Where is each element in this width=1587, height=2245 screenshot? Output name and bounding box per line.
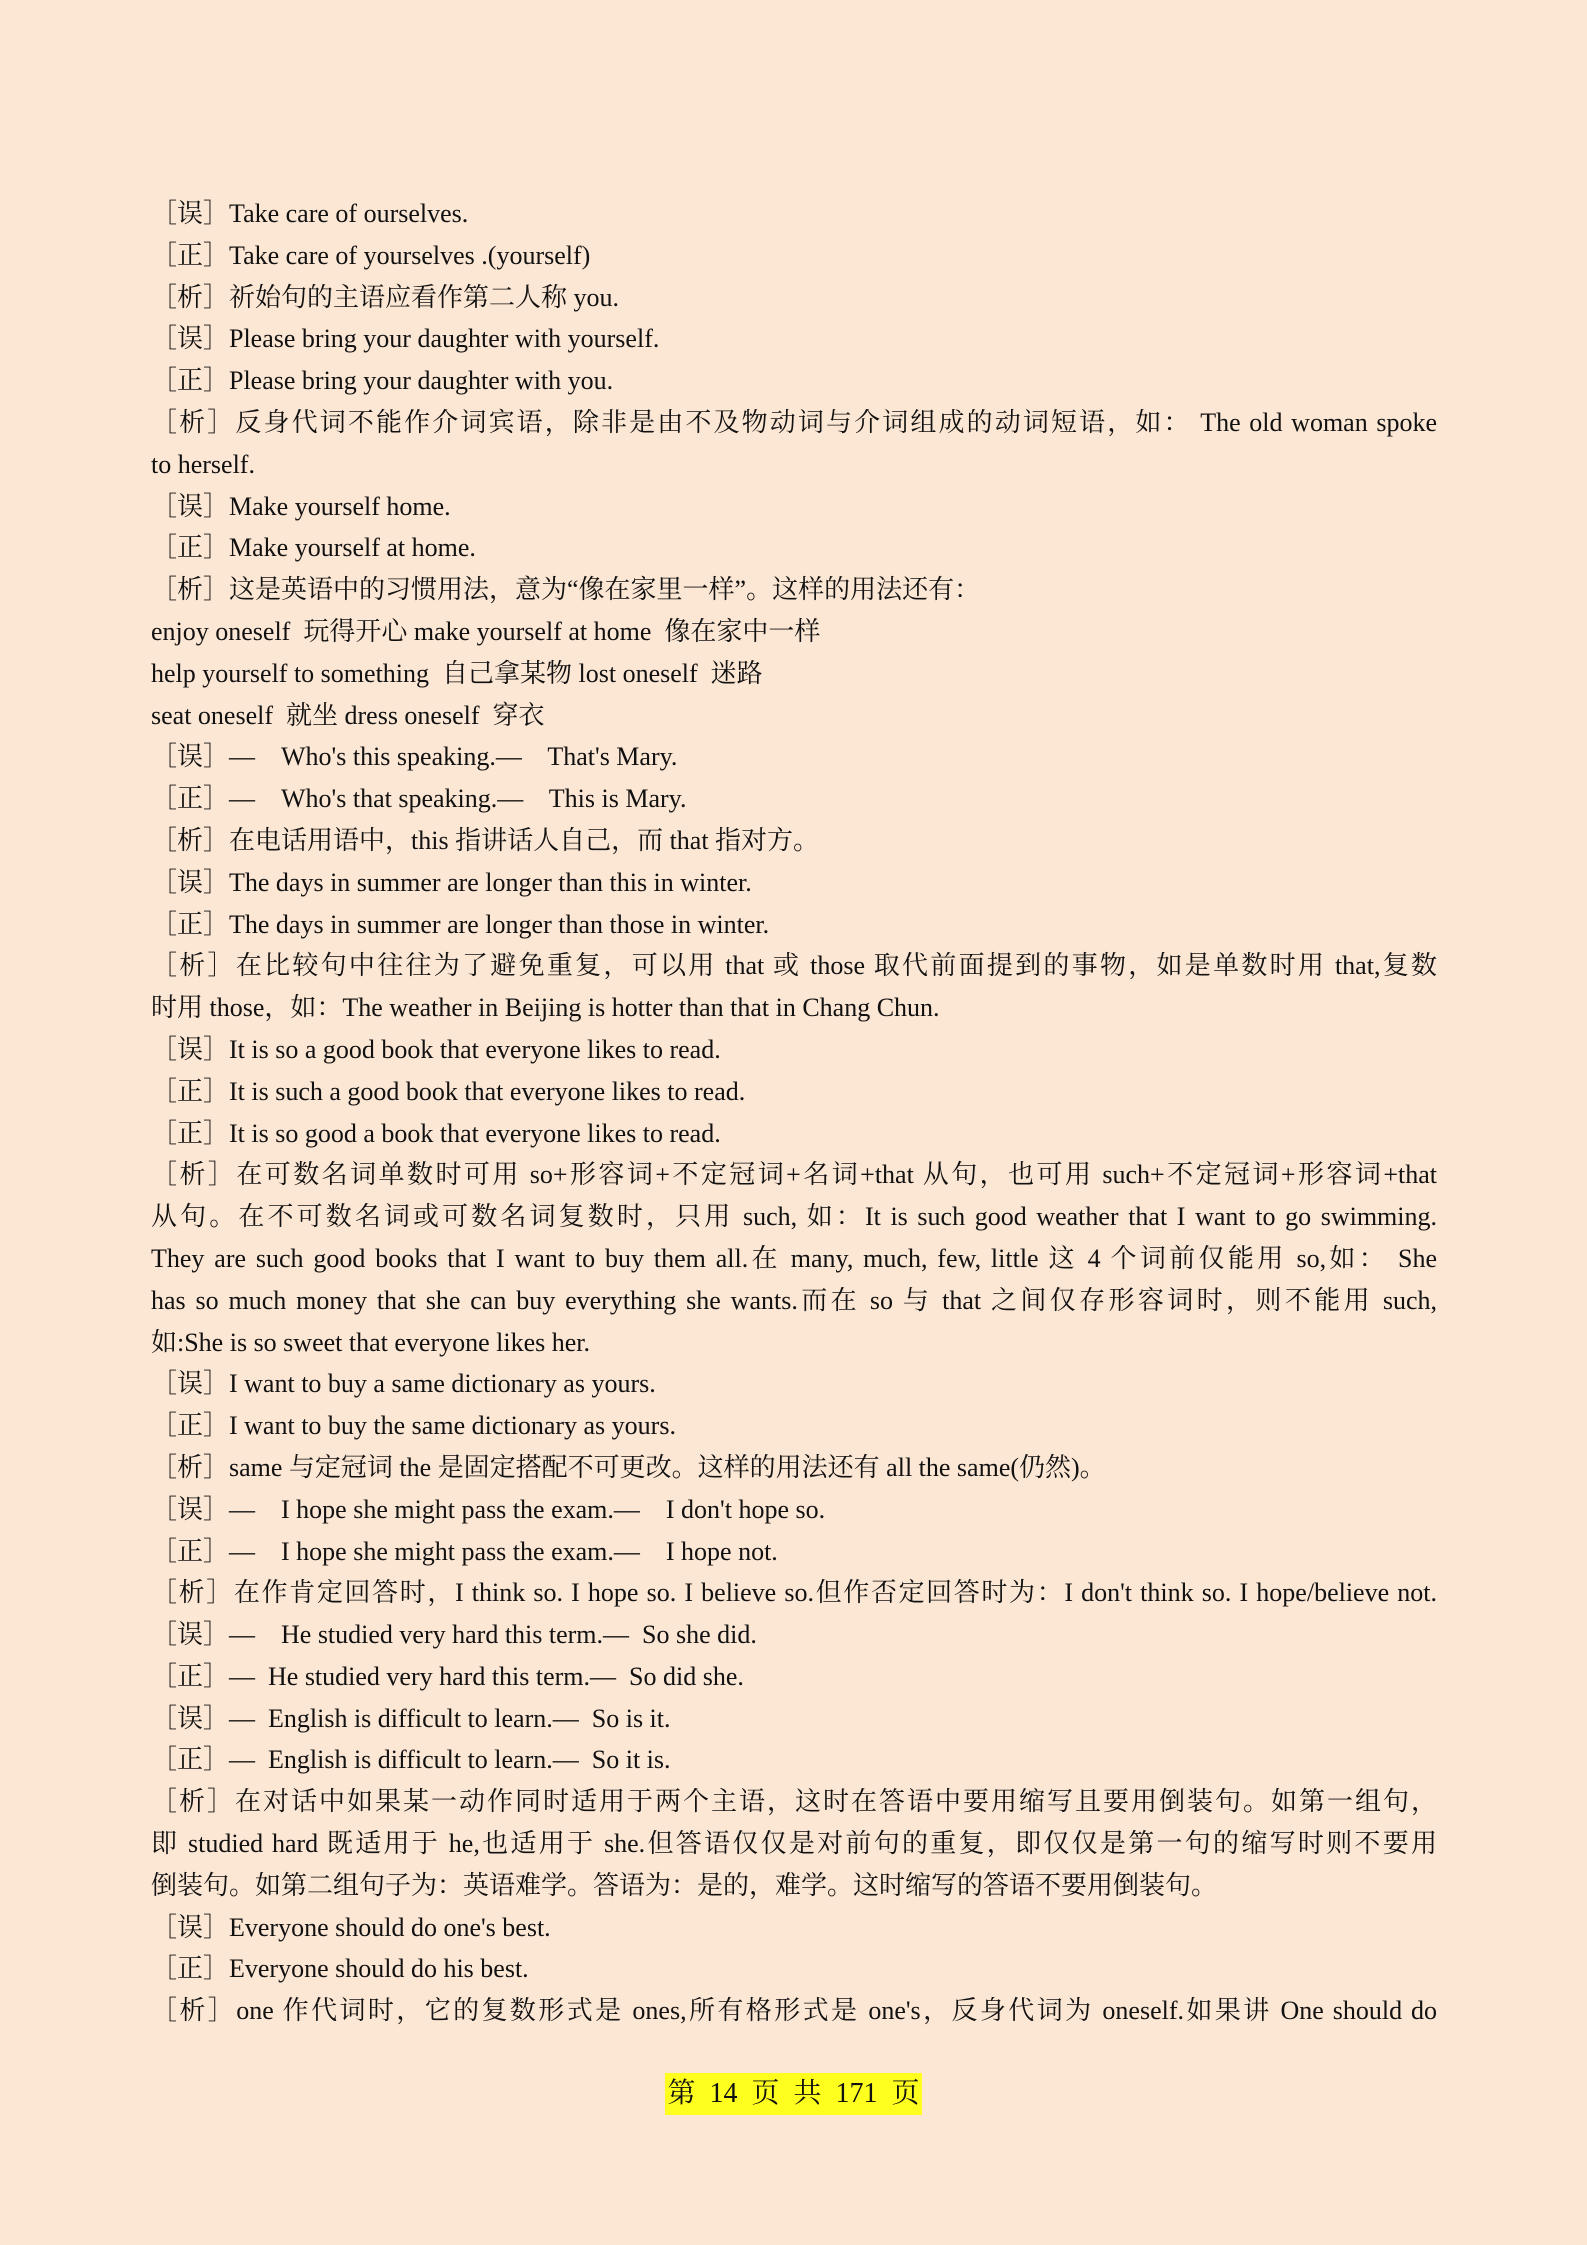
text-line: ［析］祈始句的主语应看作第二人称 you. [151, 282, 620, 312]
text-line: 时用 those，如：The weather in Beijing is hotter than that in Chang Chun. [151, 993, 940, 1023]
text-line: They are such good books that I want to buy them all.在 many, much, few, little 这 4 个词前仅能用 so,如： She [151, 1243, 1437, 1273]
text-line: ［误］Please bring your daughter with yourself. [151, 324, 660, 354]
text-line: ［析］这是英语中的习惯用法，意为“像在家里一样”。这样的用法还有： [151, 575, 981, 605]
text-line: ［正］It is such a good book that everyone likes to read. [151, 1076, 746, 1106]
text-line: ［正］Take care of yourselves .(yourself) [151, 240, 591, 270]
text-line: ［误］Make yourself home. [151, 491, 451, 521]
text-line: ［析］在对话中如果某一动作同时适用于两个主语，这时在答语中要用缩写且要用倒装句。如第一组句， [151, 1787, 1437, 1817]
text-line: ［析］反身代词不能作介词宾语，除非是由不及物动词与介词组成的动词短语，如： The old woman spoke [151, 407, 1437, 437]
text-line: 从句。在不可数名词或可数名词复数时，只用 such, 如：It is such good weather that I want to go swimming. [151, 1202, 1437, 1232]
text-line: 倒装句。如第二组句子为：英语难学。答语为：是的，难学。这时缩写的答语不要用倒装句。 [151, 1870, 1218, 1900]
text-line: ［误］— I hope she might pass the exam.— I don't hope so. [151, 1494, 826, 1524]
text-line: ［误］It is so a good book that everyone likes to read. [151, 1034, 721, 1064]
text-line: ［析］在作肯定回答时，I think so. I hope so. I believe so.但作否定回答时为：I don't think so. I hope/believe not. [151, 1578, 1437, 1608]
text-line: ［析］same 与定冠词 the 是固定搭配不可更改。这样的用法还有 all the same(仍然)。 [151, 1452, 1106, 1482]
text-line: ［误］— He studied very hard this term.— So she did. [151, 1620, 757, 1650]
text-line: to herself. [151, 449, 255, 479]
text-line: ［正］— English is difficult to learn.— So it is. [151, 1745, 671, 1775]
document-body [151, 193, 1437, 2032]
page-footer [0, 2073, 1587, 2115]
text-line: ［正］Everyone should do his best. [151, 1954, 529, 1984]
text-line: ［析］在比较句中往往为了避免重复，可以用 that 或 those 取代前面提到的事物，如是单数时用 that,复数 [151, 951, 1437, 981]
text-line: ［析］one 作代词时，它的复数形式是 ones,所有格形式是 one's，反身代词为 oneself.如果讲 One should do [151, 1996, 1437, 2026]
text-line: ［正］Make yourself at home. [151, 533, 476, 563]
text-line: ［正］Please bring your daughter with you. [151, 366, 614, 396]
text-line: ［正］— He studied very hard this term.— So did she. [151, 1661, 744, 1691]
text-line: help yourself to something 自己拿某物 lost oneself 迷路 [151, 658, 763, 688]
text-line: ［误］The days in summer are longer than this in winter. [151, 867, 752, 897]
page-number-label: 第 14 页 共 171 页 [665, 2073, 921, 2115]
text-line: ［误］I want to buy a same dictionary as yours. [151, 1369, 656, 1399]
text-line: ［析］在电话用语中，this 指讲话人自己，而 that 指对方。 [151, 825, 820, 855]
text-line: 即 studied hard 既适用于 he,也适用于 she.但答语仅仅是对前句的重复，即仅仅是第一句的缩写时则不要用 [151, 1829, 1437, 1859]
text-line: ［析］在可数名词单数时可用 so+形容词+不定冠词+名词+that 从句，也可用 such+不定冠词+形容词+that [151, 1160, 1437, 1190]
text-line: ［误］— Who's this speaking.— That's Mary. [151, 742, 678, 772]
text-line: ［误］Everyone should do one's best. [151, 1912, 551, 1942]
text-line: 如:She is so sweet that everyone likes her. [151, 1327, 591, 1357]
text-line: enjoy oneself 玩得开心 make yourself at home 像在家中一样 [151, 616, 821, 646]
text-line: ［正］The days in summer are longer than those in winter. [151, 909, 770, 939]
text-line: ［正］I want to buy the same dictionary as yours. [151, 1411, 676, 1441]
text-line: ［正］It is so good a book that everyone likes to read. [151, 1118, 721, 1148]
text-line: seat oneself 就坐 dress oneself 穿衣 [151, 700, 545, 730]
text-line: ［误］Take care of ourselves. [151, 199, 469, 228]
text-line: ［正］— Who's that speaking.— This is Mary. [151, 784, 687, 814]
text-line: ［正］— I hope she might pass the exam.— I hope not. [151, 1536, 778, 1566]
text-line: has so much money that she can buy everything she wants.而在 so 与 that 之间仅存形容词时，则不能用 such, [151, 1285, 1437, 1315]
text-line: ［误］— English is difficult to learn.— So is it. [151, 1703, 671, 1733]
